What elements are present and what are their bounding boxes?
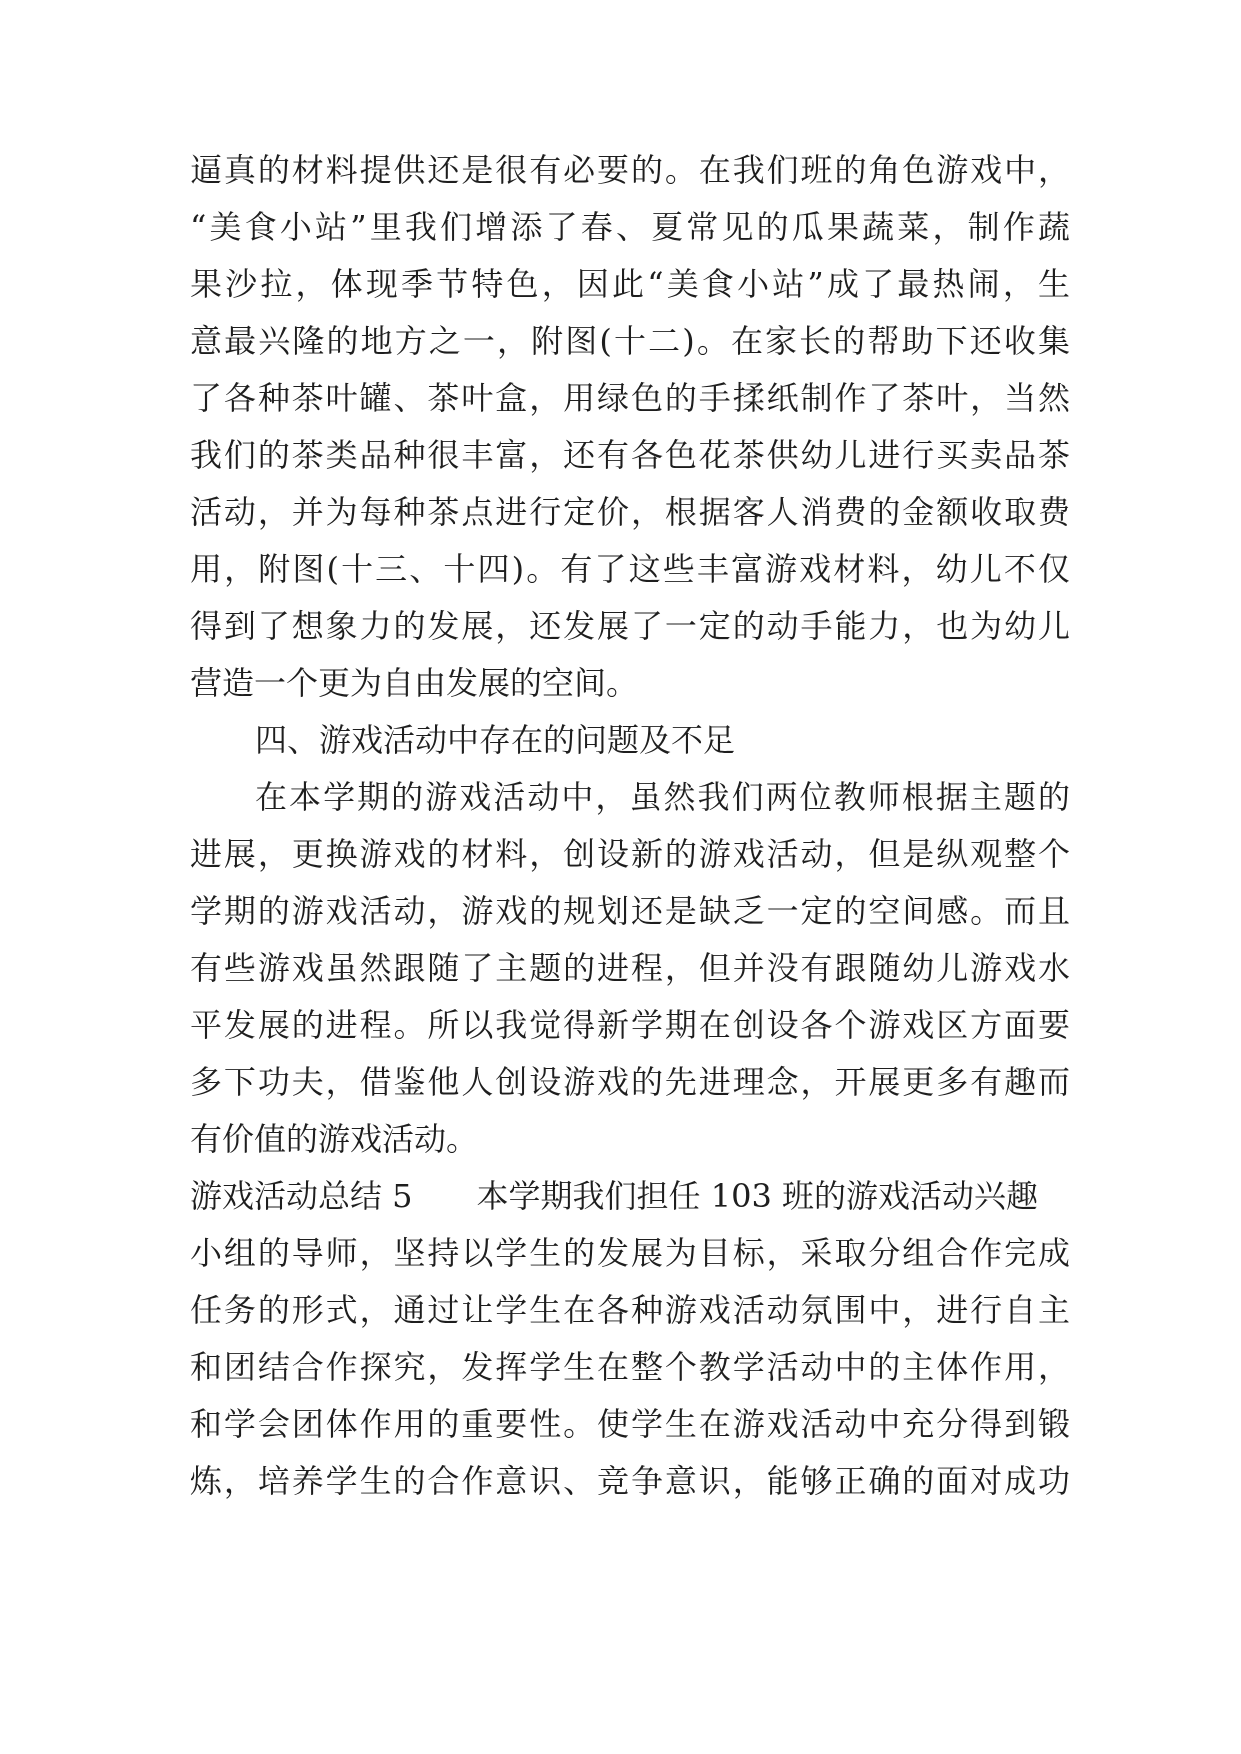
paragraph-line: 营造一个更为自由发展的空间。	[190, 664, 639, 702]
paragraph-line: 多下功夫，借鉴他人创设游戏的先进理念，开展更多有趣而	[190, 1063, 1070, 1101]
paragraph-line: 平发展的进程。所以我觉得新学期在创设各个游戏区方面要	[190, 1006, 1070, 1044]
paragraph-line: 逼真的材料提供还是很有必要的。在我们班的角色游戏中，	[190, 151, 1070, 189]
paragraph-line: 小组的导师，坚持以学生的发展为目标，采取分组合作完成	[190, 1234, 1070, 1272]
paragraph-line: 用，附图(十三、十四)。有了这些丰富游戏材料，幼儿不仅	[190, 550, 1070, 588]
paragraph-line: 学期的游戏活动，游戏的规划还是缺乏一定的空间感。而且	[190, 892, 1070, 930]
paragraph-line: 有价值的游戏活动。	[190, 1120, 479, 1158]
paragraph-line: 活动，并为每种茶点进行定价，根据客人消费的金额收取费	[190, 493, 1070, 531]
paragraph-line: 本学期我们担任 103 班的游戏活动兴趣	[476, 1177, 1038, 1215]
paragraph-line: 意最兴隆的地方之一，附图(十二)。在家长的帮助下还收集	[190, 322, 1070, 360]
paragraph-line: 了各种茶叶罐、茶叶盒，用绿色的手揉纸制作了茶叶，当然	[190, 379, 1070, 417]
section-heading: 四、游戏活动中存在的问题及不足	[255, 721, 736, 759]
paragraph-line: 进展，更换游戏的材料，创设新的游戏活动，但是纵观整个	[190, 835, 1070, 873]
paragraph-line: 和学会团体作用的重要性。使学生在游戏活动中充分得到锻	[190, 1405, 1070, 1443]
paragraph-line: 有些游戏虽然跟随了主题的进程，但并没有跟随幼儿游戏水	[190, 949, 1070, 987]
section-title: 游戏活动总结 5	[190, 1177, 413, 1215]
paragraph-line: 在本学期的游戏活动中，虽然我们两位教师根据主题的	[255, 778, 1070, 816]
paragraph-line: 得到了想象力的发展，还发展了一定的动手能力，也为幼儿	[190, 607, 1070, 645]
paragraph-line: 和团结合作探究，发挥学生在整个教学活动中的主体作用，	[190, 1348, 1070, 1386]
paragraph-line: “美食小站”里我们增添了春、夏常见的瓜果蔬菜，制作蔬	[190, 208, 1070, 246]
paragraph-line: 任务的形式，通过让学生在各种游戏活动氛围中，进行自主	[190, 1291, 1070, 1329]
paragraph-line: 我们的茶类品种很丰富，还有各色花茶供幼儿进行买卖品茶	[190, 436, 1070, 474]
section-title-line	[190, 1166, 1070, 1226]
paragraph-line: 果沙拉，体现季节特色，因此“美食小站”成了最热闹，生	[190, 265, 1070, 303]
paragraph-line: 炼，培养学生的合作意识、竞争意识，能够正确的面对成功	[190, 1462, 1070, 1500]
